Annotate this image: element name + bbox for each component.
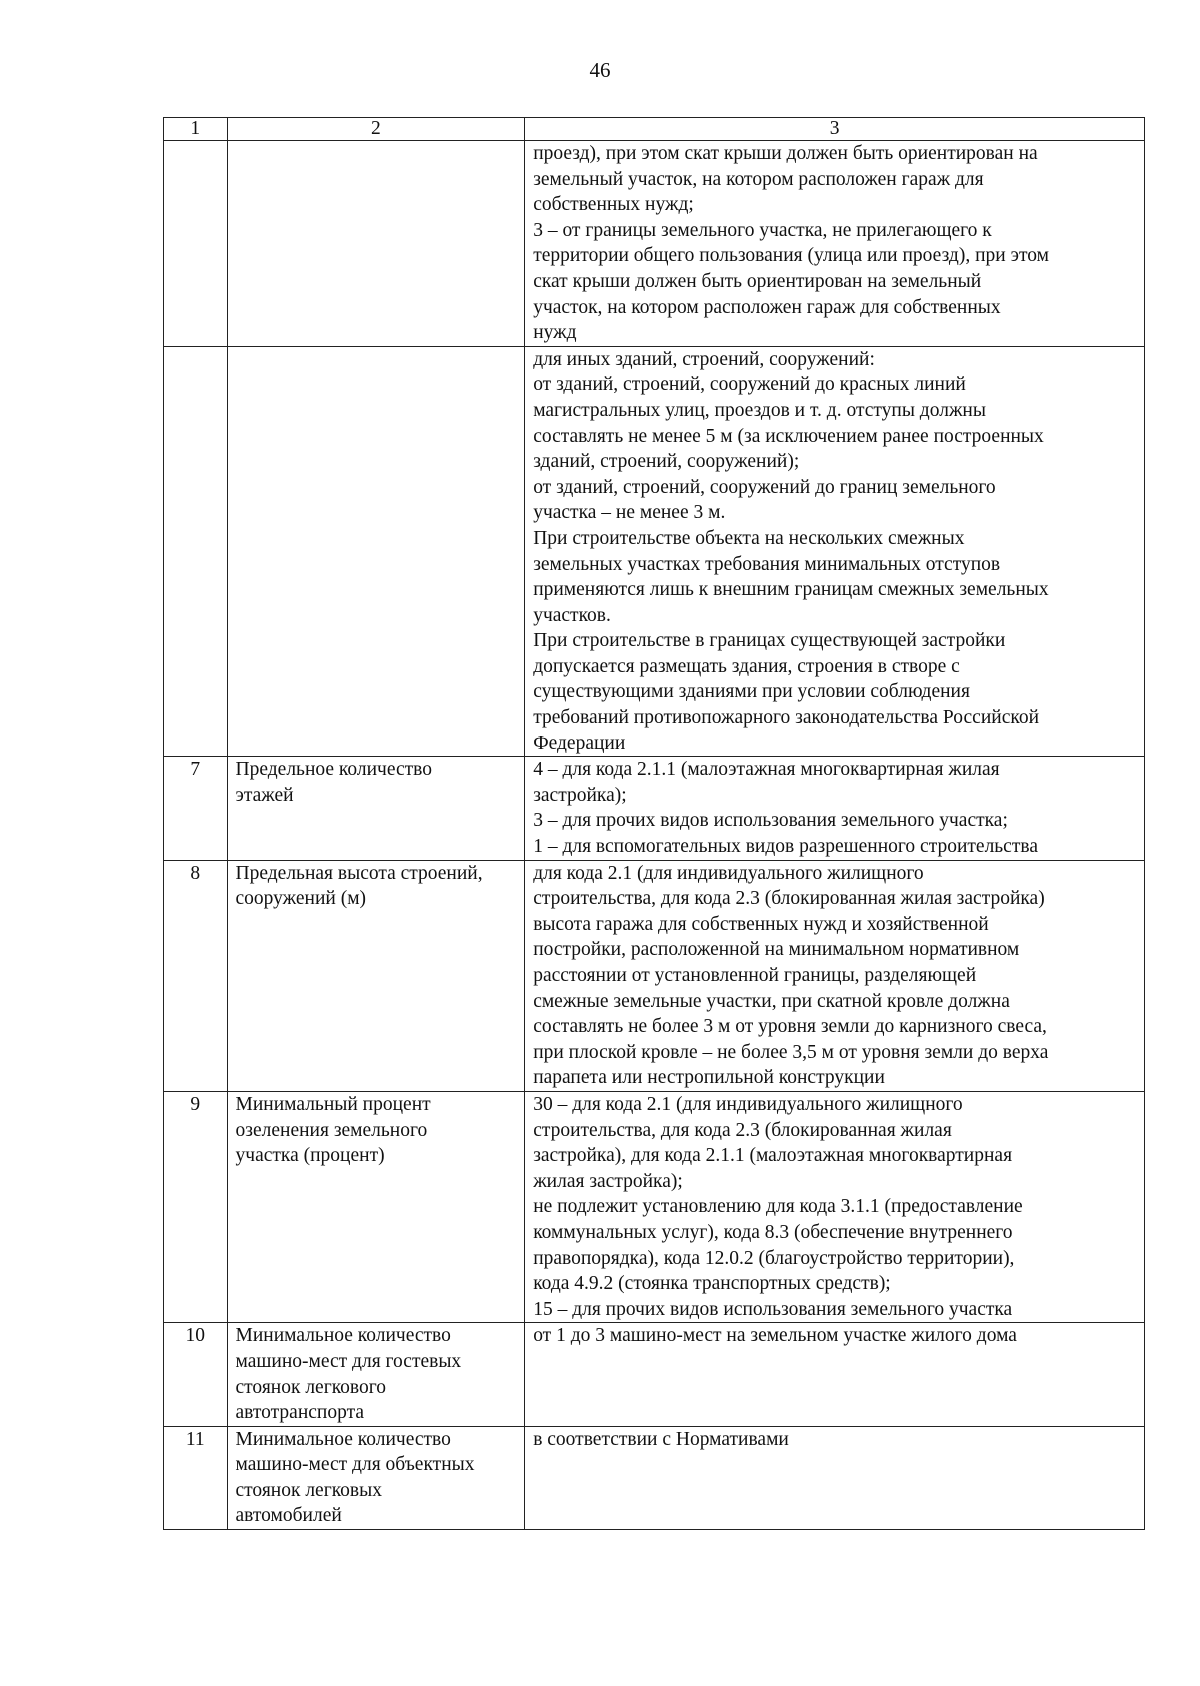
parameter-value-line: применяются лишь к внешним границам смежных земельных [533, 579, 1049, 601]
parameter-value-line: земельных участках требования минимальных отступов [533, 553, 1001, 575]
parameter-name-cell [227, 1091, 525, 1322]
row-number-cell: 7 [164, 757, 228, 860]
parameter-value-line: жилая застройка); [533, 1170, 683, 1192]
parameter-name-line: стоянок легковых [235, 1479, 382, 1501]
parameter-name-line: Минимальное количество [235, 1428, 451, 1450]
parameter-name-line: машино-мест для гостевых [235, 1350, 462, 1372]
parameter-value-line: территории общего пользования (улица или проезд), при этом [533, 245, 1049, 267]
parameter-value-line: смежные земельные участки, при скатной кровле должна [533, 990, 1010, 1012]
table-row [164, 141, 1145, 347]
parameter-value-line: существующими зданиями при условии соблюдения [533, 681, 970, 703]
parameter-name-cell [227, 346, 525, 757]
parameter-value-line: 15 – для прочих видов использования земельного участка [533, 1298, 1013, 1320]
parameter-name-line: Минимальный процент [235, 1093, 431, 1115]
parameter-value-line: проезд), при этом скат крыши должен быть ориентирован на [533, 143, 1038, 164]
parameter-name-cell [227, 757, 525, 860]
header-col-1: 1 [164, 118, 228, 141]
parameter-value-line: составлять не более 3 м от уровня земли до карнизного свеса, [533, 1016, 1047, 1038]
parameter-value-cell [525, 757, 1145, 860]
parameter-value-line: Федерации [533, 732, 626, 754]
parameter-value-line: расстоянии от установленной границы, разделяющей [533, 965, 977, 986]
parameter-value-line: участков. [533, 604, 611, 626]
parameter-value-line: для кода 2.1 (для индивидуального жилищного [533, 862, 924, 884]
row-number-cell: 8 [164, 860, 228, 1091]
parameter-value-cell [525, 141, 1145, 347]
parameter-value-line: 3 – для прочих видов использования земельного участка; [533, 810, 1008, 832]
parameter-value-line: застройка); [533, 784, 627, 806]
regulations-table-body [164, 118, 1145, 1530]
table-header-row [164, 118, 1145, 141]
parameter-name-cell [227, 1323, 525, 1426]
parameter-value-line: нужд [533, 322, 577, 344]
parameter-value-line: требований противопожарного законодательства Российской [533, 707, 1040, 729]
parameter-value-line: скат крыши должен быть ориентирован на земельный [533, 270, 982, 292]
parameter-value-cell [525, 860, 1145, 1091]
parameter-name-line: сооружений (м) [235, 888, 367, 910]
parameter-value-line: от зданий, строений, сооружений до красных линий [533, 374, 966, 396]
parameter-value-line: земельный участок, на котором расположен гараж для [533, 168, 984, 190]
parameter-name-line: автотранспорта [235, 1402, 364, 1424]
row-number-cell [164, 346, 228, 757]
parameter-value-line: магистральных улиц, проездов и т. д. отступы должны [533, 399, 986, 421]
parameter-name-line: озеленения земельного [235, 1119, 428, 1141]
table-row [164, 1426, 1145, 1529]
parameter-value-line: 1 – для вспомогательных видов разрешенного строительства [533, 836, 1038, 858]
table-row [164, 1091, 1145, 1322]
parameter-name-cell [227, 860, 525, 1091]
parameter-name-line: Предельная высота строений, [235, 862, 483, 884]
header-col-2: 2 [227, 118, 525, 141]
parameter-value-line: собственных нужд; [533, 194, 694, 216]
parameter-value-line: допускается размещать здания, строения в створе с [533, 655, 960, 677]
table-row [164, 346, 1145, 757]
parameter-value-cell [525, 1091, 1145, 1322]
parameter-value-line: участка – не менее 3 м. [533, 502, 726, 524]
header-col-3: 3 [525, 118, 1145, 141]
parameter-value-line: постройки, расположенной на минимальном нормативном [533, 939, 1020, 961]
parameter-name-line: стоянок легкового [235, 1376, 387, 1398]
parameter-value-line: строительства, для кода 2.3 (блокированная жилая [533, 1119, 952, 1141]
parameter-value-line: высота гаража для собственных нужд и хозяйственной [533, 913, 989, 935]
parameter-value-line: 30 – для кода 2.1 (для индивидуального жилищного [533, 1093, 963, 1115]
table-row [164, 860, 1145, 1091]
parameter-value-line: 3 – от границы земельного участка, не прилегающего к [533, 219, 992, 241]
table-row [164, 1323, 1145, 1426]
parameter-value-line: составлять не менее 5 м (за исключением ранее построенных [533, 425, 1044, 447]
parameter-name-line: Предельное количество [235, 759, 432, 781]
row-number-cell: 9 [164, 1091, 228, 1322]
parameter-value-line: в соответствии с Нормативами [533, 1428, 789, 1450]
parameter-name-line: этажей [235, 784, 294, 806]
row-number-cell: 11 [164, 1426, 228, 1529]
regulations-table [163, 117, 1145, 1530]
parameter-value-line: для иных зданий, строений, сооружений: [533, 348, 875, 370]
parameter-value-cell [525, 1323, 1145, 1426]
parameter-value-line: правопорядка), кода 12.0.2 (благоустройство территории), [533, 1247, 1015, 1269]
parameter-name-cell [227, 141, 525, 347]
parameter-name-line: автомобилей [235, 1505, 342, 1527]
parameter-value-line: кода 4.9.2 (стоянка транспортных средств); [533, 1273, 891, 1295]
parameter-value-cell [525, 1426, 1145, 1529]
parameter-value-line: зданий, строений, сооружений); [533, 451, 800, 473]
page-number: 46 [589, 58, 611, 82]
parameter-value-line: застройка), для кода 2.1.1 (малоэтажная многоквартирная [533, 1145, 1013, 1167]
parameter-name-line: машино-мест для объектных [235, 1454, 475, 1476]
parameter-name-line: участка (процент) [235, 1145, 385, 1167]
parameter-name-cell [227, 1426, 525, 1529]
table-row [164, 757, 1145, 860]
parameter-value-line: При строительстве в границах существующей застройки [533, 630, 1006, 652]
parameter-value-line: коммунальных услуг), кода 8.3 (обеспечение внутреннего [533, 1221, 1013, 1243]
row-number-cell [164, 141, 228, 347]
row-number-cell: 10 [164, 1323, 228, 1426]
parameter-value-line: участок, на котором расположен гараж для собственных [533, 296, 1001, 318]
parameter-value-line: при плоской кровле – не более 3,5 м от уровня земли до верха [533, 1041, 1049, 1063]
parameter-value-line: строительства, для кода 2.3 (блокированная жилая застройка) [533, 888, 1045, 910]
parameter-value-line: 4 – для кода 2.1.1 (малоэтажная многоквартирная жилая [533, 759, 1000, 781]
parameter-value-line: от 1 до 3 машино-мест на земельном участке жилого дома [533, 1325, 1017, 1347]
parameter-value-line: не подлежит установлению для кода 3.1.1 (предоставление [533, 1196, 1023, 1218]
parameter-value-line: парапета или нестропильной конструкции [533, 1067, 885, 1089]
parameter-value-cell [525, 346, 1145, 757]
parameter-value-line: При строительстве объекта на нескольких смежных [533, 527, 965, 549]
parameter-value-line: от зданий, строений, сооружений до границ земельного [533, 476, 996, 498]
parameter-name-line: Минимальное количество [235, 1325, 451, 1347]
